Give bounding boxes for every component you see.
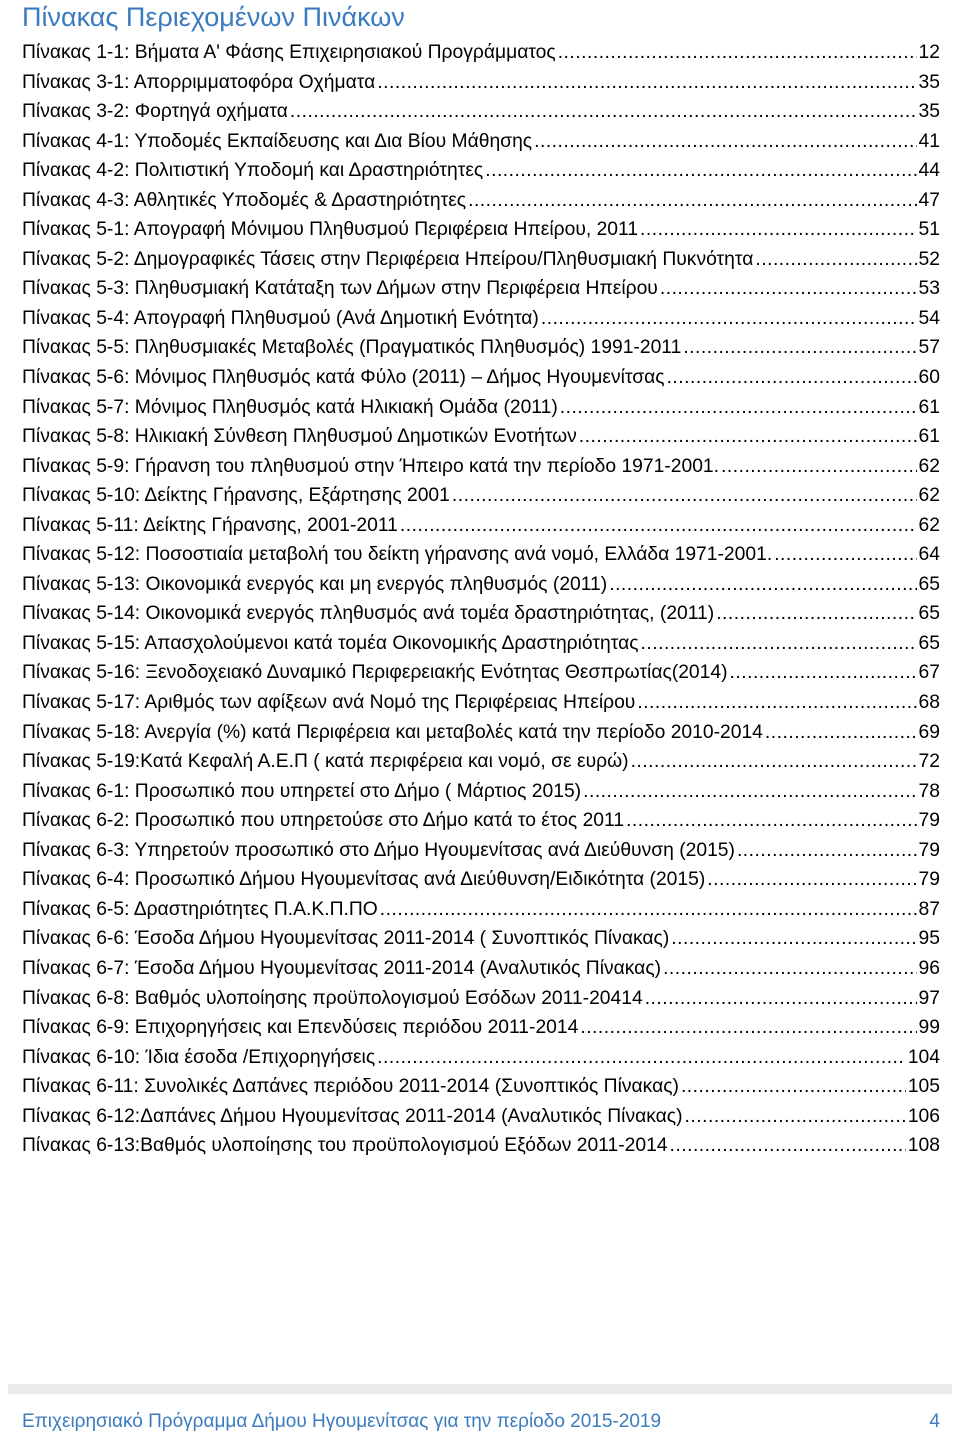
toc-entry-title: Πίνακας 5-17: Αριθμός των αφίξεων ανά Νομό της Περιφέρειας Ηπείρου xyxy=(22,692,636,714)
toc-entry[interactable] xyxy=(22,363,940,393)
toc-entry[interactable] xyxy=(22,777,940,807)
toc-entry-page-number: 87 xyxy=(918,898,940,920)
toc-entry-title: Πίνακας 6-12:Δαπάνες Δήμου Ηγουμενίτσας 2011-2014 (Αναλυτικός Πίνακας) xyxy=(22,1105,683,1127)
toc-entry-title: Πίνακας 5-15: Απασχολούμενοι κατά τομέα Οικονομικής Δραστηριότητας xyxy=(22,632,639,654)
toc-entry-page-number: 51 xyxy=(918,219,940,241)
toc-entry-title: Πίνακας 6-5: Δραστηριότητες Π.Α.Κ.Π.ΠΟ xyxy=(22,898,378,920)
toc-dot-leader xyxy=(468,186,916,216)
toc-entry-title: Πίνακας 3-1: Απορριμματοφόρα Οχήματα xyxy=(22,71,376,93)
toc-dot-leader xyxy=(667,363,917,393)
toc-dot-leader xyxy=(683,333,916,363)
toc-entry-title: Πίνακας 6-3: Υπηρετούν προσωπικό στο Δήμο Ηγουμενίτσας ανά Διεύθυνση (2015) xyxy=(22,839,735,861)
toc-entry[interactable] xyxy=(22,954,940,984)
toc-entry-title: Πίνακας 6-11: Συνολικές Δαπάνες περιόδου 2011-2014 (Συνοπτικός Πίνακας) xyxy=(22,1076,679,1098)
toc-entry-title: Πίνακας 6-10: Ίδια έσοδα /Επιχορηγήσεις xyxy=(22,1046,376,1068)
toc-entry[interactable] xyxy=(22,1013,940,1043)
toc-entry-page-number: 52 xyxy=(918,248,940,270)
toc-dot-leader xyxy=(377,68,916,98)
toc-dot-leader xyxy=(580,1013,916,1043)
toc-entry[interactable] xyxy=(22,688,940,718)
toc-entry-title: Πίνακας 5-19:Κατά Κεφαλή Α.Ε.Π ( κατά περιφέρεια και νομό, σε ευρώ) xyxy=(22,751,629,773)
toc-entry-page-number: 54 xyxy=(918,307,940,329)
toc-dot-leader xyxy=(645,984,917,1014)
toc-entry-page-number: 69 xyxy=(918,721,940,743)
toc-entry-page-number: 95 xyxy=(918,928,940,950)
toc-entry[interactable] xyxy=(22,186,940,216)
toc-entry[interactable] xyxy=(22,452,940,482)
toc-entry[interactable] xyxy=(22,747,940,777)
toc-entry-title: Πίνακας 6-8: Βαθμός υλοποίησης προϋπολογισμού Εσόδων 2011-20414 xyxy=(22,987,643,1009)
toc-entry[interactable] xyxy=(22,895,940,925)
toc-entry[interactable] xyxy=(22,1043,940,1073)
toc-dot-leader xyxy=(637,688,916,718)
toc-dot-leader xyxy=(730,658,917,688)
toc-entry-title: Πίνακας 5-6: Μόνιμος Πληθυσμός κατά Φύλο (2011) – Δήμος Ηγουμενίτσας xyxy=(22,367,665,389)
toc-dot-leader xyxy=(765,718,917,748)
toc-dot-leader xyxy=(609,570,916,600)
toc-dot-leader xyxy=(558,38,917,68)
toc-entry-title: Πίνακας 5-10: Δείκτης Γήρανσης, Εξάρτησης 2001 xyxy=(22,485,450,507)
toc-dot-leader xyxy=(721,452,917,482)
toc-dot-leader xyxy=(631,747,917,777)
toc-entry-page-number: 78 xyxy=(918,780,940,802)
toc-entry-page-number: 79 xyxy=(918,839,940,861)
toc-dot-leader xyxy=(716,599,916,629)
toc-entry[interactable] xyxy=(22,127,940,157)
toc-entry-page-number: 79 xyxy=(918,869,940,891)
toc-dot-leader xyxy=(670,1131,906,1161)
toc-entry-title: Πίνακας 4-1: Υποδομές Εκπαίδευσης και Δια Βίου Μάθησης xyxy=(22,130,533,152)
toc-entry-title: Πίνακας 6-1: Προσωπικό που υπηρετεί στο Δήμο ( Μάρτιος 2015) xyxy=(22,780,582,802)
toc-entry-page-number: 61 xyxy=(918,426,940,448)
toc-entry-page-number: 41 xyxy=(918,130,940,152)
toc-entry[interactable] xyxy=(22,718,940,748)
toc-entry[interactable] xyxy=(22,806,940,836)
footer-document-title: Επιχειρησιακό Πρόγραμμα Δήμου Ηγουμενίτσας για την περίοδο 2015-2019 xyxy=(22,1411,662,1432)
toc-entry-title: Πίνακας 5-13: Οικονομικά ενεργός και μη ενεργός πληθυσμός (2011) xyxy=(22,573,608,595)
toc-entry[interactable] xyxy=(22,1102,940,1132)
toc-entry[interactable] xyxy=(22,333,940,363)
toc-entry-page-number: 62 xyxy=(918,455,940,477)
toc-entry[interactable] xyxy=(22,245,940,275)
toc-entry-page-number: 65 xyxy=(918,573,940,595)
toc-entry-page-number: 62 xyxy=(918,485,940,507)
toc-entry-title: Πίνακας 3-2: Φορτηγά οχήματα xyxy=(22,101,288,123)
toc-entry[interactable] xyxy=(22,68,940,98)
toc-entry-title: Πίνακας 5-8: Ηλικιακή Σύνθεση Πληθυσμού Δημοτικών Ενοτήτων xyxy=(22,426,577,448)
toc-entry-page-number: 108 xyxy=(907,1135,940,1157)
toc-dot-leader xyxy=(626,806,916,836)
toc-entry-page-number: 44 xyxy=(918,160,940,182)
toc-entry-title: Πίνακας 5-18: Ανεργία (%) κατά Περιφέρεια και μεταβολές κατά την περίοδο 2010-2014 xyxy=(22,721,763,743)
toc-entry-title: Πίνακας 6-13:Βαθμός υλοποίησης του προϋπολογισμού Εξόδων 2011-2014 xyxy=(22,1135,668,1157)
toc-entry[interactable] xyxy=(22,924,940,954)
toc-entry[interactable] xyxy=(22,540,940,570)
toc-entry[interactable] xyxy=(22,511,940,541)
toc-dot-leader xyxy=(660,274,917,304)
toc-entry[interactable] xyxy=(22,274,940,304)
toc-entry[interactable] xyxy=(22,984,940,1014)
toc-entry-title: Πίνακας 6-6: Έσοδα Δήμου Ηγουμενίτσας 2011-2014 ( Συνοπτικός Πίνακας) xyxy=(22,928,670,950)
toc-entry-page-number: 12 xyxy=(918,42,940,63)
toc-dot-leader xyxy=(707,865,916,895)
toc-entry[interactable] xyxy=(22,658,940,688)
toc-dot-leader xyxy=(671,924,916,954)
toc-entry-title: Πίνακας 5-14: Οικονομικά ενεργός πληθυσμός ανά τομέα δραστηριότητας, (2011) xyxy=(22,603,715,625)
toc-dot-leader xyxy=(681,1072,906,1102)
toc-entry-page-number: 79 xyxy=(918,810,940,832)
toc-entry-title: Πίνακας 5-9: Γήρανση του πληθυσμού στην Ήπειρο κατά την περίοδο 1971-2001. xyxy=(22,455,720,477)
toc-dot-leader xyxy=(560,393,917,423)
toc-entry-title: Πίνακας 5-3: Πληθυσμιακή Κατάταξη των Δήμων στην Περιφέρεια Ηπείρου xyxy=(22,278,658,300)
toc-entry-page-number: 72 xyxy=(918,751,940,773)
toc-dot-leader xyxy=(755,245,916,275)
toc-entry-page-number: 106 xyxy=(907,1105,940,1127)
toc-entry[interactable] xyxy=(22,393,940,423)
toc-entry[interactable] xyxy=(22,422,940,452)
toc-entry[interactable] xyxy=(22,156,940,186)
toc-entry-page-number: 68 xyxy=(918,692,940,714)
footer-page-number: 4 xyxy=(929,1411,940,1432)
toc-entry[interactable] xyxy=(22,38,940,68)
toc-entry[interactable] xyxy=(22,865,940,895)
toc-entry-page-number: 57 xyxy=(918,337,940,359)
toc-entry-title: Πίνακας 6-4: Προσωπικό Δήμου Ηγουμενίτσας ανά Διεύθυνση/Ειδικότητα (2015) xyxy=(22,869,706,891)
toc-entry[interactable] xyxy=(22,97,940,127)
toc-dot-leader xyxy=(579,422,917,452)
toc-entry-title: Πίνακας 5-2: Δημογραφικές Τάσεις στην Περιφέρεια Ηπείρου/Πληθυσμιακή Πυκνότητα xyxy=(22,248,754,270)
toc-entry-page-number: 67 xyxy=(918,662,940,684)
toc-entry[interactable] xyxy=(22,570,940,600)
toc-entry[interactable] xyxy=(22,1072,940,1102)
toc-dot-leader xyxy=(400,511,917,541)
toc-entry-page-number: 65 xyxy=(918,603,940,625)
toc-dot-leader xyxy=(640,215,917,245)
toc-entry-page-number: 64 xyxy=(918,544,940,566)
toc-entry-title: Πίνακας 5-5: Πληθυσμιακές Μεταβολές (Πραγματικός Πληθυσμός) 1991-2011 xyxy=(22,337,682,359)
footer-divider xyxy=(8,1384,952,1394)
toc-dot-leader xyxy=(377,1043,906,1073)
toc-dot-leader xyxy=(685,1102,906,1132)
toc-dot-leader xyxy=(663,954,916,984)
toc-entry[interactable] xyxy=(22,215,940,245)
toc-entry-title: Πίνακας 5-12: Ποσοστιαία μεταβολή του δείκτη γήρανσης ανά νομό, Ελλάδα 1971-2001. xyxy=(22,544,773,566)
toc-entry[interactable] xyxy=(22,836,940,866)
toc-dot-leader xyxy=(452,481,917,511)
page-title: Πίνακας Περιεχομένων Πινάκων xyxy=(22,2,405,32)
toc-entry-title: Πίνακας 5-4: Απογραφή Πληθυσμού (Ανά Δημοτική Ενότητα) xyxy=(22,307,539,329)
table-of-contents xyxy=(22,38,940,1161)
toc-entry-page-number: 96 xyxy=(918,957,940,979)
toc-dot-leader xyxy=(541,304,917,334)
toc-entry-page-number: 97 xyxy=(918,987,940,1009)
toc-entry-page-number: 35 xyxy=(918,101,940,123)
toc-entry[interactable] xyxy=(22,629,940,659)
toc-entry-title: Πίνακας 5-16: Ξενοδοχειακό Δυναμικό Περιφερειακής Ενότητας Θεσπρωτίας(2014) xyxy=(22,662,728,684)
toc-entry-title: Πίνακας 6-2: Προσωπικό που υπηρετούσε στο Δήμο κατά το έτος 2011 xyxy=(22,810,625,832)
toc-entry-page-number: 47 xyxy=(918,189,940,211)
toc-entry-title: Πίνακας 4-2: Πολιτιστική Υποδομή και Δραστηριότητες xyxy=(22,160,484,182)
toc-entry-page-number: 65 xyxy=(918,632,940,654)
toc-entry-page-number: 104 xyxy=(907,1046,940,1068)
toc-entry-title: Πίνακας 4-3: Αθλητικές Υποδομές & Δραστηριότητες xyxy=(22,189,467,211)
toc-entry-title: Πίνακας 5-1: Απογραφή Μόνιμου Πληθυσμού Περιφέρεια Ηπείρου, 2011 xyxy=(22,219,639,241)
toc-entry[interactable] xyxy=(22,599,940,629)
toc-entry[interactable] xyxy=(22,1131,940,1161)
toc-entry-page-number: 105 xyxy=(907,1076,940,1098)
toc-entry-title: Πίνακας 1-1: Βήματα Α' Φάσης Επιχειρησιακού Προγράμματος xyxy=(22,42,556,63)
toc-entry[interactable] xyxy=(22,304,940,334)
toc-entry-title: Πίνακας 5-11: Δείκτης Γήρανσης, 2001-2011 xyxy=(22,514,398,536)
toc-entry-title: Πίνακας 5-7: Μόνιμος Πληθυσμός κατά Ηλικιακή Ομάδα (2011) xyxy=(22,396,558,418)
toc-dot-leader xyxy=(737,836,917,866)
toc-entry-title: Πίνακας 6-9: Επιχορηγήσεις και Επενδύσεις περιόδου 2011-2014 xyxy=(22,1017,579,1039)
toc-dot-leader xyxy=(380,895,917,925)
toc-entry[interactable] xyxy=(22,481,940,511)
toc-dot-leader xyxy=(641,629,917,659)
toc-entry-page-number: 60 xyxy=(918,367,940,389)
toc-entry-page-number: 61 xyxy=(918,396,940,418)
toc-entry-page-number: 62 xyxy=(918,514,940,536)
toc-dot-leader xyxy=(583,777,916,807)
toc-dot-leader xyxy=(534,127,916,157)
toc-entry-title: Πίνακας 6-7: Έσοδα Δήμου Ηγουμενίτσας 2011-2014 (Αναλυτικός Πίνακας) xyxy=(22,957,662,979)
toc-entry-page-number: 99 xyxy=(918,1017,940,1039)
toc-dot-leader xyxy=(774,540,916,570)
toc-dot-leader xyxy=(485,156,916,186)
toc-entry-page-number: 53 xyxy=(918,278,940,300)
toc-entry-page-number: 35 xyxy=(918,71,940,93)
toc-dot-leader xyxy=(290,97,917,127)
